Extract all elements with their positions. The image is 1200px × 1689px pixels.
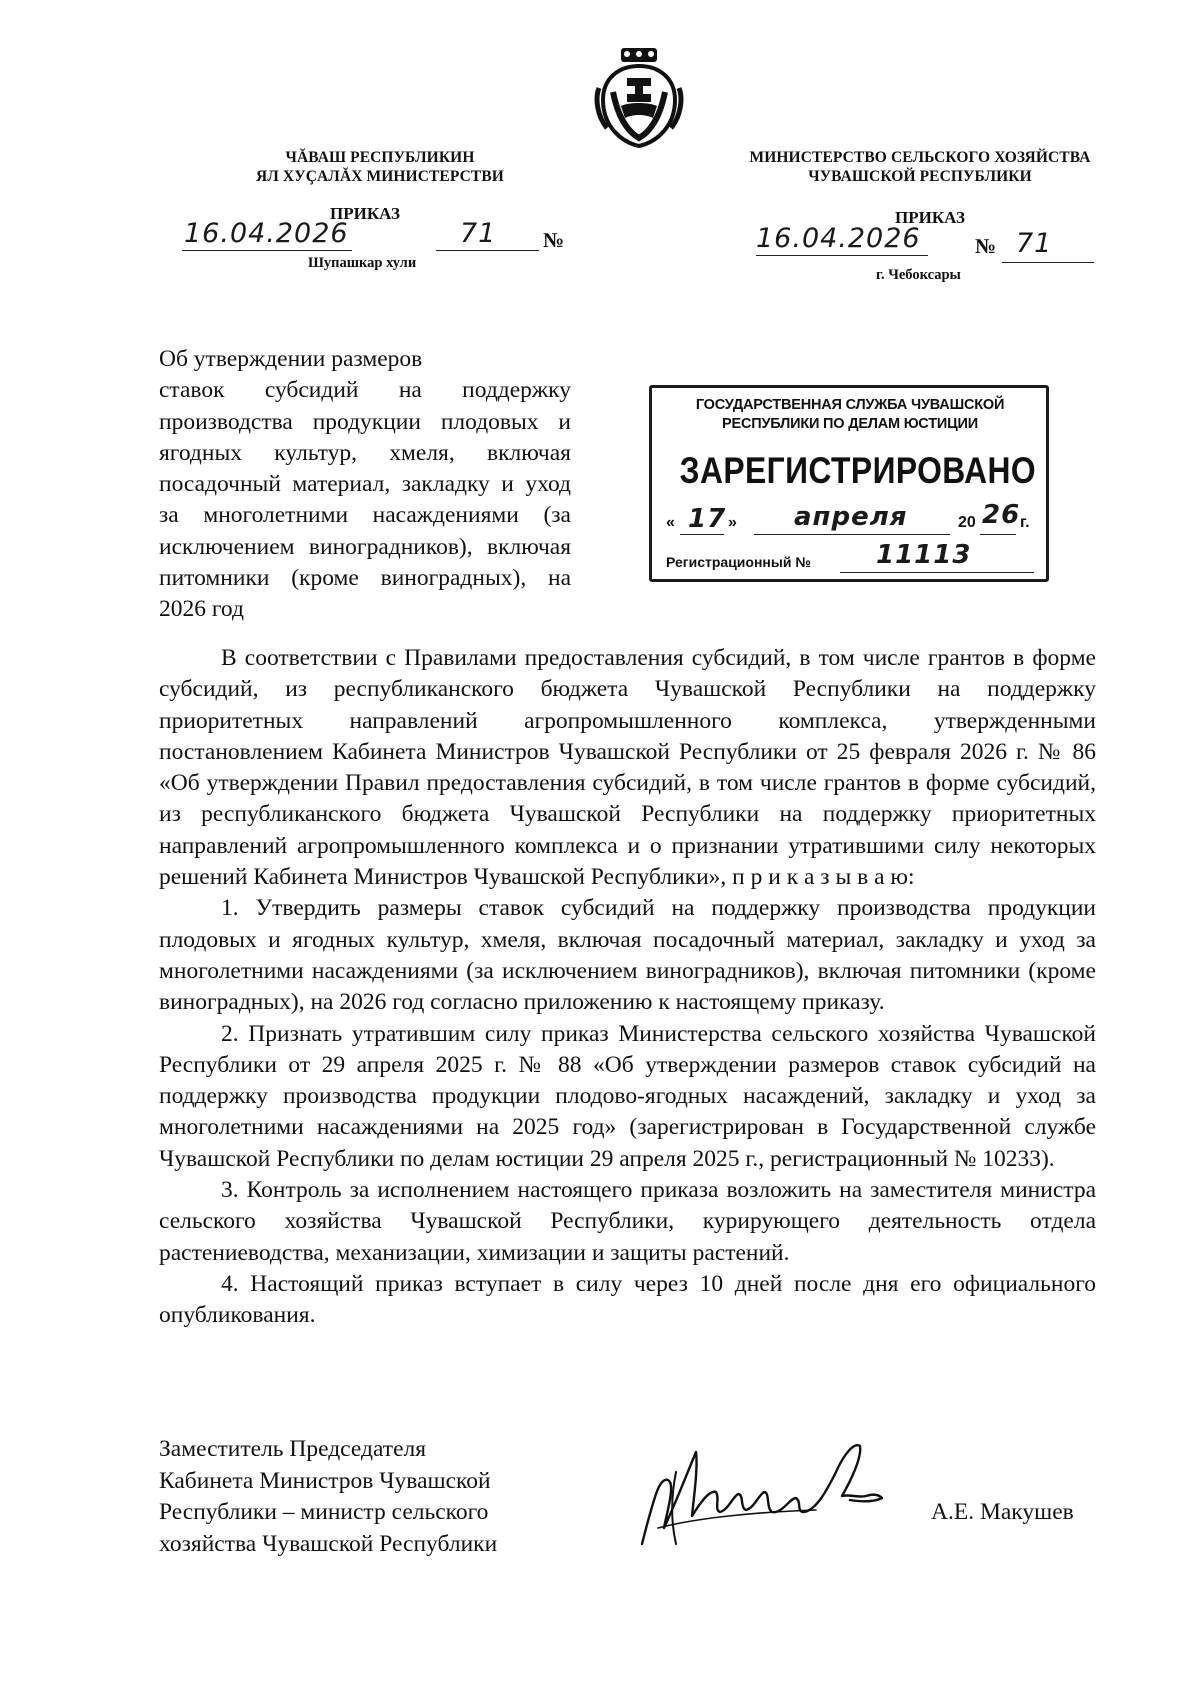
ministry-name-russian-line1: МИНИСТЕРСТВО СЕЛЬСКОГО ХОЗЯЙСТВА	[749, 149, 1091, 166]
stamp-close-quote: »	[728, 514, 737, 531]
signatory-position-line4: хозяйства Чувашской Республики	[159, 1530, 498, 1557]
stamp-reg-number: 11113	[876, 540, 972, 570]
preamble-paragraph: В соответствии с Правилами предоставления субсидий, в том числе грантов в форме субсидий, из республиканского бюджета Чувашской Республики на поддержку приоритетных направлений агропромышленного комплекса, утвержденными постановлением Кабинета Министров Чувашской Республики от 25 февраля 2026 г. № 86 «Об утверждении Правил предоставления субсидий, в том числе грантов в форме субсидий, из республиканского бюджета Чувашской Республики на поддержку приоритетных направлений агропромышленного комплекса и о признании утратившими силу некоторых решений Кабинета Министров Чувашской Республики», п р и к а з ы в а ю:	[159, 645, 1096, 891]
handwritten-signature	[636, 1432, 906, 1552]
order-body	[159, 643, 1096, 1332]
place-russian: г. Чебоксары	[876, 267, 961, 283]
ministry-name-chuvash-line2: ЯЛ ХУҪАЛĂХ МИНИСТЕРСТВИ	[256, 168, 504, 185]
number-sign-right: №	[975, 234, 997, 258]
number-underline-right	[1002, 262, 1094, 263]
ministry-name-chuvash	[230, 148, 530, 186]
stamp-year-g: г.	[1020, 514, 1030, 531]
stamp-month-underline	[754, 534, 950, 535]
order-number-right: 71	[1016, 228, 1053, 259]
number-underline-left	[436, 250, 539, 251]
stamp-year-underline	[980, 534, 1016, 535]
signatory-position-line3: Республики – министр сельского	[159, 1499, 489, 1525]
item-3-paragraph: 3. Контроль за исполнением настоящего приказа возложить на заместителя министра сельского хозяйства Чувашской Республики, курирующего деятельность отдела растениеводства, механизации, химизации и защиты растений.	[159, 1177, 1096, 1266]
signatory-position	[159, 1434, 579, 1560]
stamp-day: 17	[688, 504, 727, 534]
signatory-name: А.Е. Макушев	[931, 1499, 1074, 1525]
order-heading-russian: ПРИКАЗ	[895, 208, 965, 227]
item-1-paragraph: 1. Утвердить размеры ставок субсидий на поддержку производства продукции плодовых и ягодных культур, хмеля, включая посадочный материал, закладку и уход за многолетними насаждениями (за исключением виноградников), включая питомники (кроме виноградных), на 2026 год согласно приложению к настоящему приказу.	[159, 895, 1096, 1016]
stamp-reg-label: Регистрационный №	[666, 554, 811, 570]
order-heading-chuvash: ПРИКАЗ	[330, 204, 400, 223]
stamp-month: апреля	[794, 502, 908, 532]
stamp-organization-line2: РЕСПУБЛИКИ ПО ДЕЛАМ ЮСТИЦИИ	[722, 416, 978, 432]
stamp-registration-line	[666, 540, 1038, 576]
stamp-year-prefix: 20	[958, 514, 976, 531]
order-title	[159, 344, 571, 626]
place-chuvash: Шупашкар хули	[308, 255, 417, 271]
order-date-left: 16.04.2026	[184, 218, 349, 249]
order-number-left: 71	[460, 218, 497, 249]
stamp-status: ЗАРЕГИСТРИРОВАНО	[679, 450, 1037, 491]
date-underline-right	[756, 255, 928, 256]
registration-stamp	[649, 385, 1049, 582]
stamp-open-quote: «	[666, 514, 675, 531]
item-2-paragraph: 2. Признать утратившим силу приказ Министерства сельского хозяйства Чувашской Республики от 29 апреля 2025 г. № 88 «Об утверждении размеров ставок субсидий на поддержку производства продукции плодово-ягодных насаждений, закладку и уход за многолетними насаждениями на 2025 год» (зарегистрирован в Государственной службе Чувашской Республики по делам юстиции 29 апреля 2025 г., регистрационный № 10233).	[159, 1020, 1096, 1172]
order-title-rest: ставок субсидий на поддержку производства продукции плодовых и ягодных культур, хмеля, включая посадочный материал, закладку и уход за многолетними насаждениями (за исключением виноградников), включая питомники (кроме виноградных), на 2026 год	[159, 377, 571, 623]
stamp-reg-underline	[840, 572, 1034, 573]
order-date-right: 16.04.2026	[756, 223, 921, 254]
ministry-name-chuvash-line1: ЧĂВАШ РЕСПУБЛИКИН	[285, 149, 475, 166]
signatory-position-line2: Кабинета Министров Чувашской	[159, 1467, 491, 1494]
stamp-date-line	[666, 500, 1038, 538]
signatory-position-line1: Заместитель Председателя	[159, 1436, 427, 1462]
ministry-name-russian-line2: ЧУВАШСКОЙ РЕСПУБЛИКИ	[808, 168, 1032, 185]
item-4-paragraph: 4. Настоящий приказ вступает в силу через 10 дней после дня его официального опубликования.	[159, 1270, 1096, 1329]
stamp-organization	[660, 396, 1040, 434]
stamp-day-underline	[680, 534, 724, 535]
ministry-name-russian	[740, 148, 1100, 186]
coat-of-arms-emblem	[591, 42, 687, 150]
order-title-line1: Об утверждении размеров	[159, 346, 423, 372]
number-sign-left: №	[543, 228, 565, 252]
stamp-organization-line1: ГОСУДАРСТВЕННАЯ СЛУЖБА ЧУВАШСКОЙ	[695, 397, 1005, 413]
stamp-year-suffix: 26	[982, 500, 1021, 530]
date-underline-left	[182, 250, 352, 251]
